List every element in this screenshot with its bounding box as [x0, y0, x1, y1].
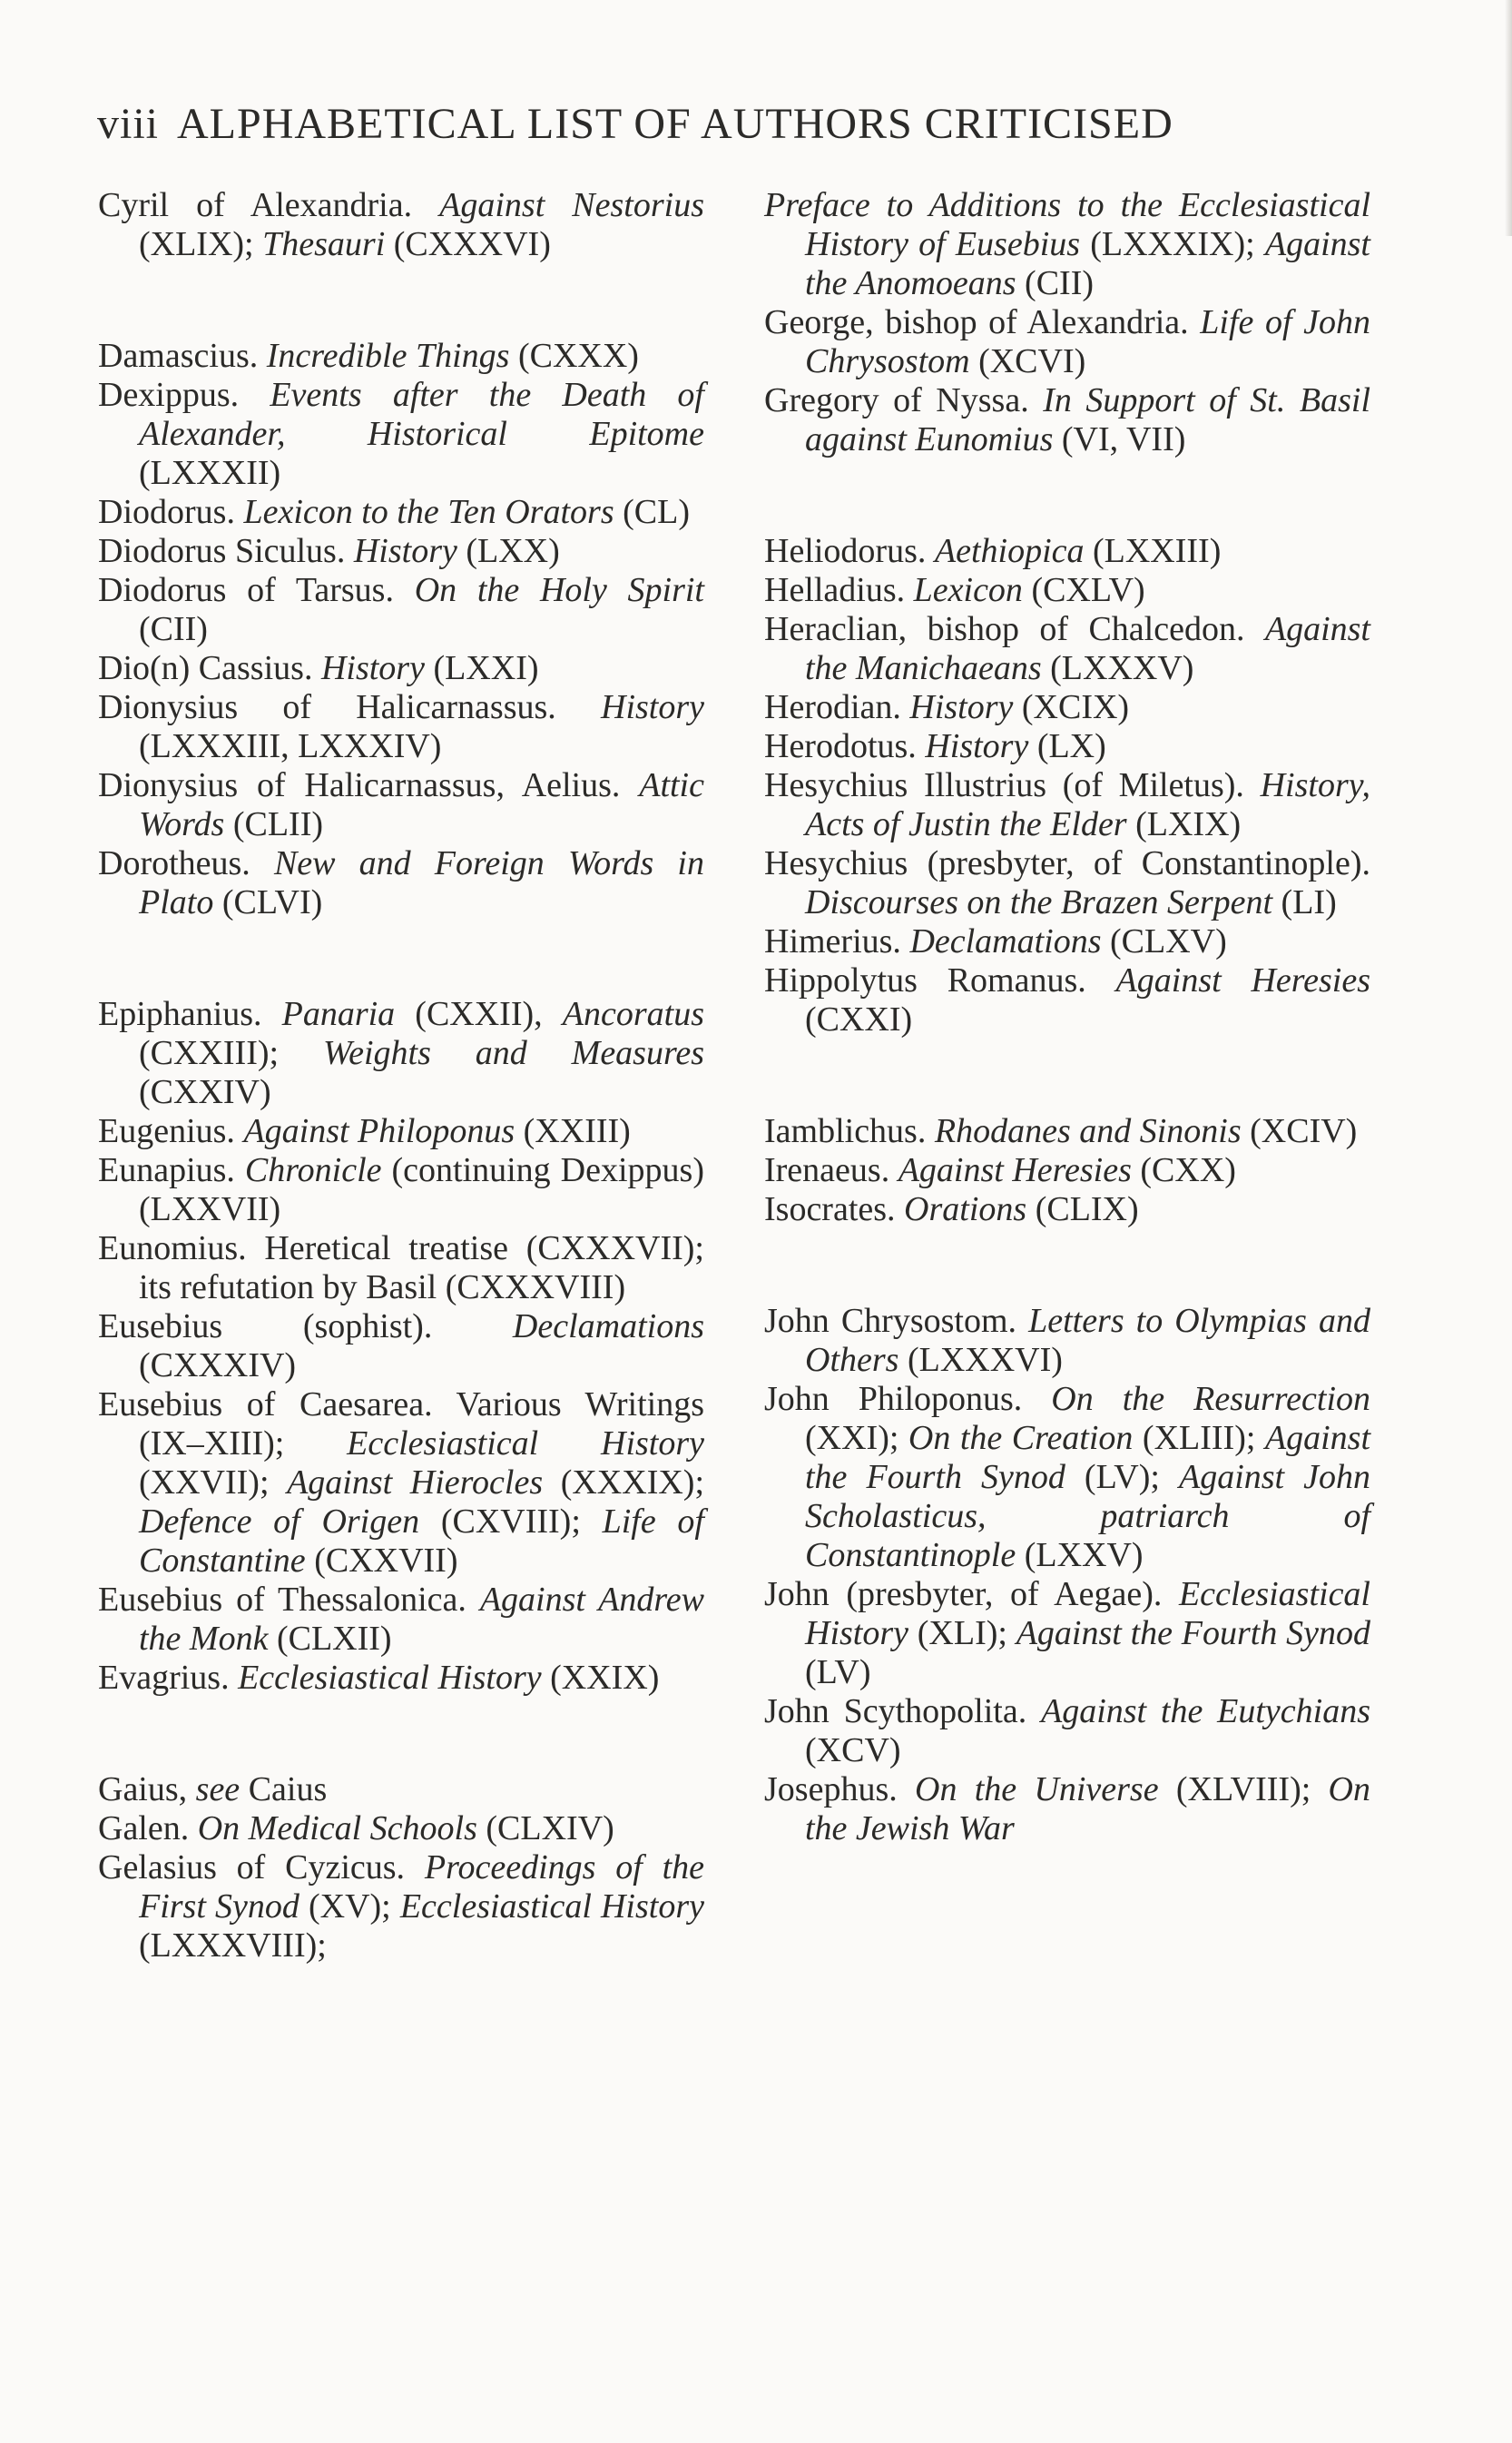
entry-text: (CLXIV) — [476, 1809, 614, 1847]
section-gap — [764, 459, 1370, 532]
entry-text: Evagrius. — [98, 1659, 239, 1697]
work-title: History — [353, 532, 457, 570]
entry-text: (CLXII) — [268, 1620, 392, 1658]
entry-text: Dionysius of Halicarnassus. — [98, 688, 601, 726]
entry-text: Herodotus. — [764, 727, 926, 765]
work-title: Chronicle — [244, 1151, 382, 1189]
work-title: New and Foreign Words in Plato — [139, 844, 704, 921]
author-entry — [98, 1307, 704, 1385]
entry-text: Dexippus. — [98, 376, 270, 414]
work-title: Rhodanes and Sinonis — [934, 1112, 1242, 1150]
entry-text: Eusebius of Caesarea. Various Writings (IX–XIII); — [98, 1385, 704, 1463]
entry-text: (LXXXII) — [139, 454, 281, 492]
author-entry — [98, 1229, 704, 1307]
work-title: Ecclesiastical History — [399, 1887, 704, 1926]
entry-text: (LX) — [1028, 727, 1106, 765]
entry-text: (XLVIII); — [1158, 1770, 1329, 1808]
work-title: Against the Fourth Synod — [1016, 1614, 1370, 1652]
author-entry — [98, 1151, 704, 1229]
entry-text: (XCIV) — [1241, 1112, 1358, 1150]
entry-text: Eugenius. — [98, 1112, 244, 1150]
work-title: On the Universe — [915, 1770, 1159, 1808]
author-entry — [764, 186, 1370, 303]
entry-text: (LXIX) — [1126, 805, 1242, 843]
author-entry — [98, 1770, 704, 1809]
entry-text: (LXX) — [457, 532, 560, 570]
work-title: Against Heresies — [898, 1151, 1132, 1189]
section-gap — [764, 1229, 1370, 1302]
entry-text: Gelasius of Cyzicus. — [98, 1848, 425, 1886]
author-entry — [764, 1380, 1370, 1575]
work-title: Ancoratus — [562, 995, 704, 1033]
entry-text: (CXLV) — [1022, 571, 1145, 609]
work-title: Declamations — [512, 1307, 704, 1345]
work-title: Against the Anomoeans — [805, 225, 1370, 302]
entry-text: Heliodorus. — [764, 532, 935, 570]
entry-text: (CLIX) — [1026, 1190, 1139, 1228]
entry-text: Diodorus. — [98, 493, 244, 531]
entry-text: (XLIX); — [139, 225, 263, 263]
entry-text: (XXXIX); — [543, 1463, 704, 1502]
author-entry — [764, 610, 1370, 688]
author-entry — [764, 1190, 1370, 1229]
entry-text: (CXX) — [1131, 1151, 1236, 1189]
entry-text: Irenaeus. — [764, 1151, 898, 1189]
entry-text: Dionysius of Halicarnassus, Aelius. — [98, 766, 640, 804]
entry-text: (CXXXVI) — [385, 225, 551, 263]
entry-text: (XCIX) — [1013, 688, 1130, 726]
work-title: Ecclesiastical History — [238, 1659, 542, 1697]
entry-text: (LV) — [805, 1653, 871, 1691]
entry-text: Hesychius Illustrius (of Miletus). — [764, 766, 1261, 804]
section-gap — [98, 922, 704, 995]
right-column — [764, 186, 1370, 1848]
entry-text: Eusebius (sophist). — [98, 1307, 513, 1345]
author-entry — [764, 727, 1370, 766]
work-title: Against Heresies — [1115, 961, 1371, 1000]
author-entry — [98, 649, 704, 688]
work-title: Panaria — [281, 995, 396, 1033]
work-title: Ecclesiastical History — [347, 1424, 705, 1463]
entry-text: (XV); — [299, 1887, 400, 1926]
entry-text: Eunapius. — [98, 1151, 245, 1189]
author-entry — [764, 961, 1370, 1039]
work-title: On the Resurrection — [1051, 1380, 1371, 1418]
entry-text: (CII) — [139, 610, 208, 648]
entry-text: (XLI); — [908, 1614, 1016, 1652]
work-title: On the Jewish War — [805, 1770, 1370, 1847]
work-title: History — [909, 688, 1014, 726]
entry-text: Heraclian, bishop of Chalcedon. — [764, 610, 1265, 648]
entry-text: (LXXV) — [1016, 1536, 1144, 1574]
work-title: Against Philoponus — [243, 1112, 515, 1150]
work-title: see — [195, 1770, 241, 1808]
work-title: Against John Scholasticus, patriarch of Constantinople — [805, 1458, 1370, 1574]
work-title: On the Creation — [908, 1419, 1134, 1457]
work-title: Against Andrew the Monk — [139, 1581, 704, 1658]
work-title: Preface to Additions to the Ecclesiastical History of Eusebius — [764, 186, 1370, 263]
author-entry — [98, 493, 704, 532]
entry-text: Josephus. — [764, 1770, 915, 1808]
author-entry — [98, 1385, 704, 1581]
entry-text: Diodorus of Tarsus. — [98, 571, 415, 609]
entry-text: Cyril of Alexandria. — [98, 186, 440, 224]
entry-text: (LXXXV) — [1041, 649, 1194, 687]
author-entry — [98, 376, 704, 493]
entry-text: (CXXXIV) — [139, 1346, 297, 1384]
author-entry — [98, 844, 704, 922]
entry-text: (CLXV) — [1101, 922, 1227, 960]
work-title: History — [925, 727, 1029, 765]
work-title: History, Acts of Justin the Elder — [805, 766, 1370, 843]
section-gap — [764, 1039, 1370, 1112]
author-entry — [98, 995, 704, 1112]
author-entry — [98, 1659, 704, 1698]
work-title: Ecclesiastical History — [805, 1575, 1370, 1652]
entry-text: Dio(n) Cassius. — [98, 649, 321, 687]
entry-text: Caius — [240, 1770, 328, 1808]
entry-text: (XXIX) — [541, 1659, 660, 1697]
work-title: Against Nestorius — [439, 186, 704, 224]
author-entry — [98, 1848, 704, 1965]
author-entry — [98, 532, 704, 571]
entry-text: Isocrates. — [764, 1190, 905, 1228]
author-entry — [98, 766, 704, 844]
work-title: Orations — [904, 1190, 1027, 1228]
author-entry — [98, 1809, 704, 1848]
author-entry — [764, 1575, 1370, 1692]
work-title: Letters to Olympias and Others — [805, 1302, 1370, 1379]
entry-text: (CXXVII) — [305, 1542, 458, 1580]
work-title: Incredible Things — [266, 337, 510, 375]
author-entry — [764, 381, 1370, 459]
author-entry — [764, 844, 1370, 922]
work-title: History — [320, 649, 425, 687]
entry-text: (VI, VII) — [1053, 420, 1186, 458]
entry-text: (CXXX) — [509, 337, 639, 375]
entry-text: (XCVI) — [969, 342, 1086, 380]
author-entry — [98, 337, 704, 376]
entry-text: John Chrysostom. — [764, 1302, 1029, 1340]
page-number: viii — [97, 100, 160, 148]
entry-text: (LV); — [1065, 1458, 1179, 1496]
author-entry — [764, 571, 1370, 610]
work-title: Against the Manichaeans — [805, 610, 1370, 687]
work-title: History — [601, 688, 704, 726]
work-title: Weights and Measures — [322, 1034, 705, 1072]
entry-text: Dorotheus. — [98, 844, 274, 882]
author-entry — [764, 688, 1370, 727]
entry-text: Iamblichus. — [764, 1112, 935, 1150]
entry-text: (CXXII), — [395, 995, 563, 1033]
work-title: Against Hierocles — [287, 1463, 544, 1502]
work-title: Aethiopica — [934, 532, 1085, 570]
work-title: Against the Eutychians — [1041, 1692, 1370, 1730]
author-entry — [98, 1581, 704, 1659]
entry-text: (LXXXIX); — [1080, 225, 1265, 263]
work-title: In Support of St. Basil against Eunomius — [805, 381, 1370, 458]
left-column — [98, 186, 704, 1965]
entry-text: (CII) — [1016, 264, 1095, 302]
entry-text: John Philoponus. — [764, 1380, 1052, 1418]
entry-text: Damascius. — [98, 337, 267, 375]
entry-text: Gregory of Nyssa. — [764, 381, 1044, 419]
author-entry — [764, 766, 1370, 844]
entry-text: (LXXXVIII); — [139, 1926, 327, 1965]
author-entry — [98, 571, 704, 649]
author-entry — [764, 303, 1370, 381]
entry-text: (CLVI) — [213, 883, 323, 921]
section-gap — [98, 264, 704, 337]
page-title: ALPHABETICAL LIST OF AUTHORS CRITICISED — [177, 100, 1173, 148]
work-title: Defence of Origen — [139, 1502, 420, 1541]
work-title: Life of John Chrysostom — [805, 303, 1371, 380]
author-entry — [764, 1692, 1370, 1770]
entry-text: (CL) — [614, 493, 690, 531]
work-title: Attic Words — [139, 766, 704, 843]
entry-text: (XXVII); — [139, 1463, 288, 1502]
work-title: Lexicon to the Ten Orators — [243, 493, 614, 531]
entry-text: (XXIII) — [515, 1112, 631, 1150]
entry-text: (LI) — [1272, 883, 1337, 921]
page-header — [97, 93, 1368, 156]
entry-text: John (presbyter, of Aegae). — [764, 1575, 1179, 1613]
work-title: Lexicon — [913, 571, 1023, 609]
work-title: Events after the Death of Alexander, Historical Epitome — [139, 376, 704, 453]
entry-text: Hesychius (presbyter, of Constantinople). — [764, 844, 1370, 882]
author-entry — [98, 186, 704, 264]
entry-text: (continuing Dexippus) (LXXVII) — [139, 1151, 704, 1228]
author-entry — [98, 1112, 704, 1151]
entry-text: (XCV) — [805, 1731, 901, 1769]
work-title: Declamations — [909, 922, 1102, 960]
entry-text: Herodian. — [764, 688, 910, 726]
work-title: On the Holy Spirit — [414, 571, 704, 609]
entry-text: (XXI); — [805, 1419, 908, 1457]
entry-text: (CXXIV) — [139, 1073, 271, 1111]
author-entry — [764, 1302, 1370, 1380]
entry-text: Hippolytus Romanus. — [764, 961, 1116, 1000]
page-edge — [1505, 0, 1512, 236]
entry-text: Galen. — [98, 1809, 198, 1847]
entry-text: (CXVIII); — [419, 1502, 603, 1541]
author-entry — [98, 688, 704, 766]
entry-text: Epiphanius. — [98, 995, 282, 1033]
author-entry — [764, 1770, 1370, 1848]
entry-text: (LXXIII) — [1084, 532, 1222, 570]
entry-text: (CXXI) — [805, 1000, 913, 1039]
entry-text: Eusebius of Thessalonica. — [98, 1581, 480, 1619]
work-title: Life of Constantine — [139, 1502, 704, 1580]
author-entry — [764, 1151, 1370, 1190]
work-title: Thesauri — [262, 225, 386, 263]
entry-text: (CXXIII); — [139, 1034, 323, 1072]
entry-text: (LXXI) — [424, 649, 539, 687]
work-title: Against the Fourth Synod — [805, 1419, 1371, 1496]
entry-text: Eunomius. Heretical treatise (CXXXVII); its refutation by Basil (CXXXVIII) — [98, 1229, 704, 1306]
entry-text: John Scythopolita. — [764, 1692, 1041, 1730]
work-title: Discourses on the Brazen Serpent — [805, 883, 1273, 921]
entry-text: George, bishop of Alexandria. — [764, 303, 1201, 341]
entry-text: (CLII) — [224, 805, 324, 843]
entry-text: Diodorus Siculus. — [98, 532, 354, 570]
entry-text: Gaius, — [98, 1770, 196, 1808]
entry-text: (XLIII); — [1133, 1419, 1265, 1457]
author-entry — [764, 922, 1370, 961]
entry-text: (LXXXIII, LXXXIV) — [139, 727, 442, 765]
entry-text: Himerius. — [764, 922, 910, 960]
author-entry — [764, 1112, 1370, 1151]
work-title: Proceedings of the First Synod — [139, 1848, 705, 1926]
entry-text: (LXXXVI) — [898, 1341, 1063, 1379]
work-title: On Medical Schools — [197, 1809, 477, 1847]
entry-text: Helladius. — [764, 571, 914, 609]
section-gap — [98, 1698, 704, 1770]
author-entry — [764, 532, 1370, 571]
